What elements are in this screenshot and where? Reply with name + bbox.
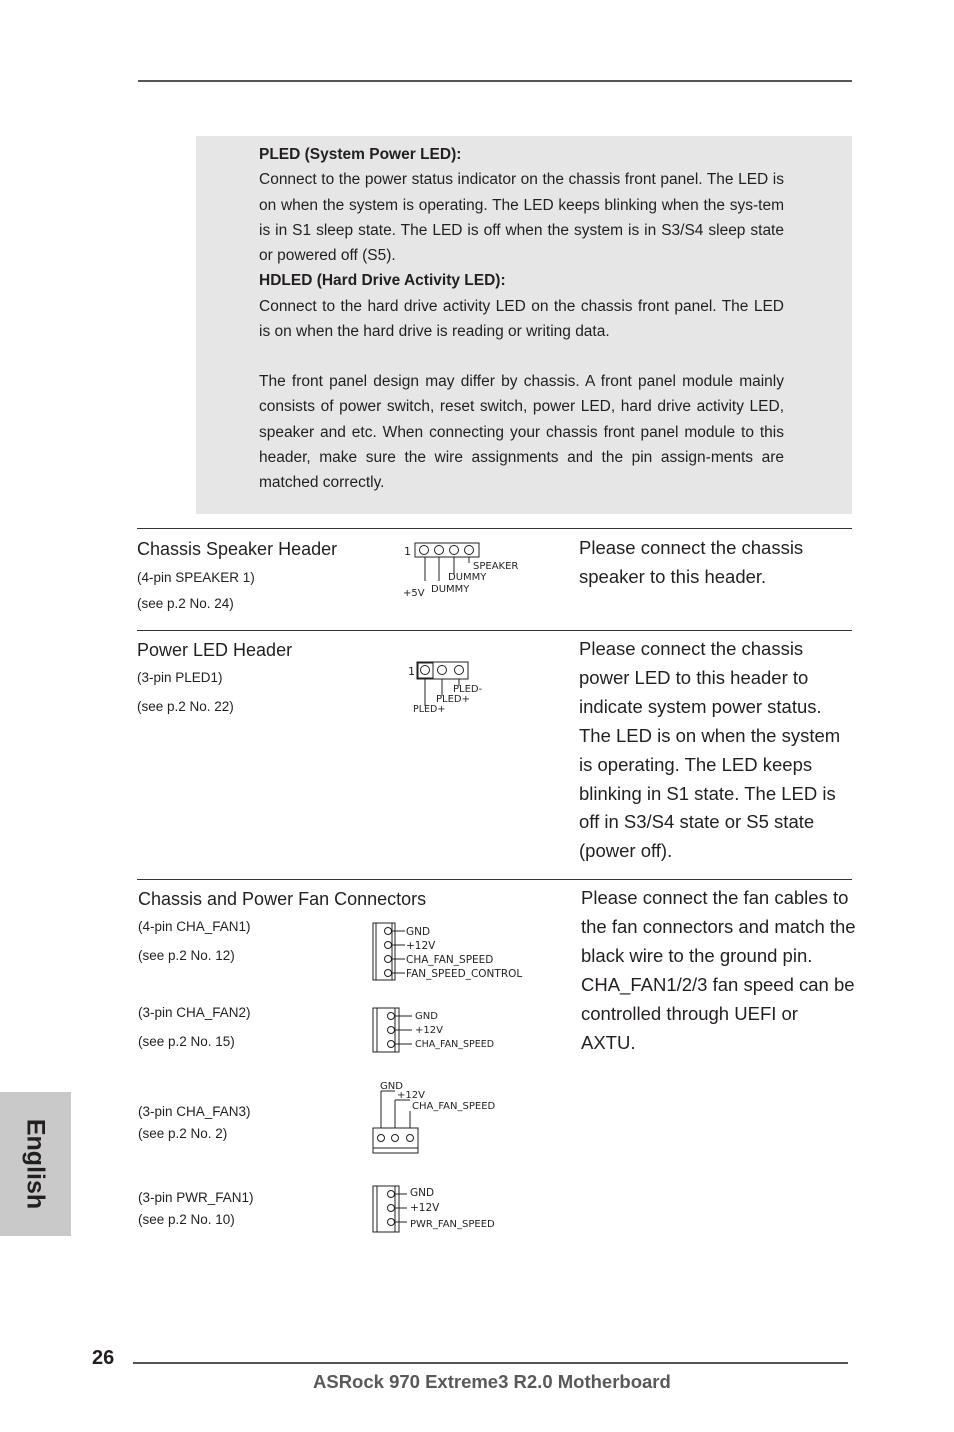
cha-fan2-page-ref: (see p.2 No. 15) [138,1034,235,1049]
speaker-description: Please connect the chassis speaker to this header. [579,537,804,587]
cha-fan1-pin-count: (4-pin CHA_FAN1) [138,919,251,934]
cha-fan1-label-speed: CHA_FAN_SPEED [406,954,494,966]
language-tab [0,1092,71,1236]
speaker-diagram-label-2: DUMMY [448,572,487,583]
fan-connectors-title: Chassis and Power Fan Connectors [138,889,427,909]
row-rule-fans [137,879,852,880]
power-led-diagram-label-1: PLED- [453,684,483,695]
cha-fan1-label-gnd: GND [406,926,431,938]
cha-fan3-pin-diagram [368,1078,508,1158]
language-tab-label: English [21,1118,50,1210]
speaker-diagram-label-3: +5V [403,588,425,598]
cha-fan1-page-ref: (see p.2 No. 12) [138,948,235,963]
pwr-fan1-label-gnd: GND [410,1187,435,1199]
speaker-diagram-label-4: DUMMY [431,584,470,595]
pled-body: Connect to the power status indicator on the chassis front panel. The LED is on when the system is operating. The LED keeps blinking when the sys-tem is in S1 sleep state. The LED is off when the system is in S3/S4 sleep state or powered off (S5). [259,171,784,265]
pled-heading: PLED (System Power LED): [259,146,462,163]
power-led-pin1-label: 1 [408,665,415,678]
power-led-diagram-label-3: PLED+ [413,704,446,715]
cha-fan1-label-control: FAN_SPEED_CONTROL [406,968,523,980]
cha-fan2-pin-diagram [370,1005,510,1055]
cha-fan3-label-speed: CHA_FAN_SPEED [412,1101,496,1112]
power-led-diagram-label-2: PLED+ [436,694,470,705]
bottom-rule [133,1362,848,1364]
cha-fan1-pin-diagram [370,920,540,984]
speaker-page-ref: (see p.2 No. 24) [137,596,234,611]
cha-fan2-label-speed: CHA_FAN_SPEED [415,1039,495,1050]
power-led-header-title: Power LED Header [137,640,293,660]
pwr-fan1-label-speed: PWR_FAN_SPEED [410,1219,495,1230]
pwr-fan1-page-ref: (see p.2 No. 10) [138,1212,235,1227]
front-panel-note: The front panel design may differ by chassis. A front panel module mainly consists of power switch, reset switch, power LED, hard drive activity LED, speaker and etc. When connecting your chassis front panel module to this header, make sure the wire assignments and the pin assign-ments are matched correctly. [259,373,784,492]
row-rule-power-led [137,630,852,631]
cha-fan2-pin-count: (3-pin CHA_FAN2) [138,1005,251,1020]
power-led-description: Please connect the chassis power LED to this header to indicate system power status. The LED is on when the system is operating. The LED keeps blinking in S1 state. The LED is off in S3/S4 state or S5 state (power off). [579,638,841,862]
pwr-fan1-pin-count: (3-pin PWR_FAN1) [138,1190,254,1205]
pwr-fan1-label-12v: +12V [410,1202,440,1214]
top-rule [138,80,852,82]
power-led-page-ref: (see p.2 No. 22) [137,699,234,714]
speaker-pin-count: (4-pin SPEAKER 1) [137,570,255,585]
cha-fan3-page-ref: (see p.2 No. 2) [138,1126,228,1141]
hdled-heading: HDLED (Hard Drive Activity LED): [259,272,506,290]
hdled-body: Connect to the hard drive activity LED on the chassis front panel. The LED is on when the hard drive is reading or writing data. [259,297,784,341]
cha-fan3-label-gnd: GND [380,1081,403,1092]
cha-fan3-label-12v: +12V [397,1090,425,1101]
speaker-header-title: Chassis Speaker Header [137,539,338,559]
row-rule-speaker [137,528,852,529]
speaker-pin-diagram [400,540,530,598]
footer-title: ASRock 970 Extreme3 R2.0 Motherboard [313,1371,671,1392]
cha-fan3-pin-count: (3-pin CHA_FAN3) [138,1104,251,1119]
speaker-pin1-label: 1 [404,545,411,558]
speaker-diagram-label-1: SPEAKER [473,561,519,572]
page-number: 26 [92,1347,115,1369]
note-pled-hdled [259,142,784,344]
power-led-pin-count: (3-pin PLED1) [137,670,223,685]
pwr-fan1-pin-diagram [370,1183,510,1235]
cha-fan1-label-12v: +12V [406,940,436,952]
power-led-pin-diagram [405,660,495,716]
cha-fan2-label-gnd: GND [415,1011,438,1022]
cha-fan2-label-12v: +12V [415,1025,443,1036]
fan-connectors-description: Please connect the fan cables to the fan connectors and match the black wire to the ground pin. CHA_FAN1/2/3 fan speed can be controlled through UEFI or AXTU. [581,887,856,1053]
